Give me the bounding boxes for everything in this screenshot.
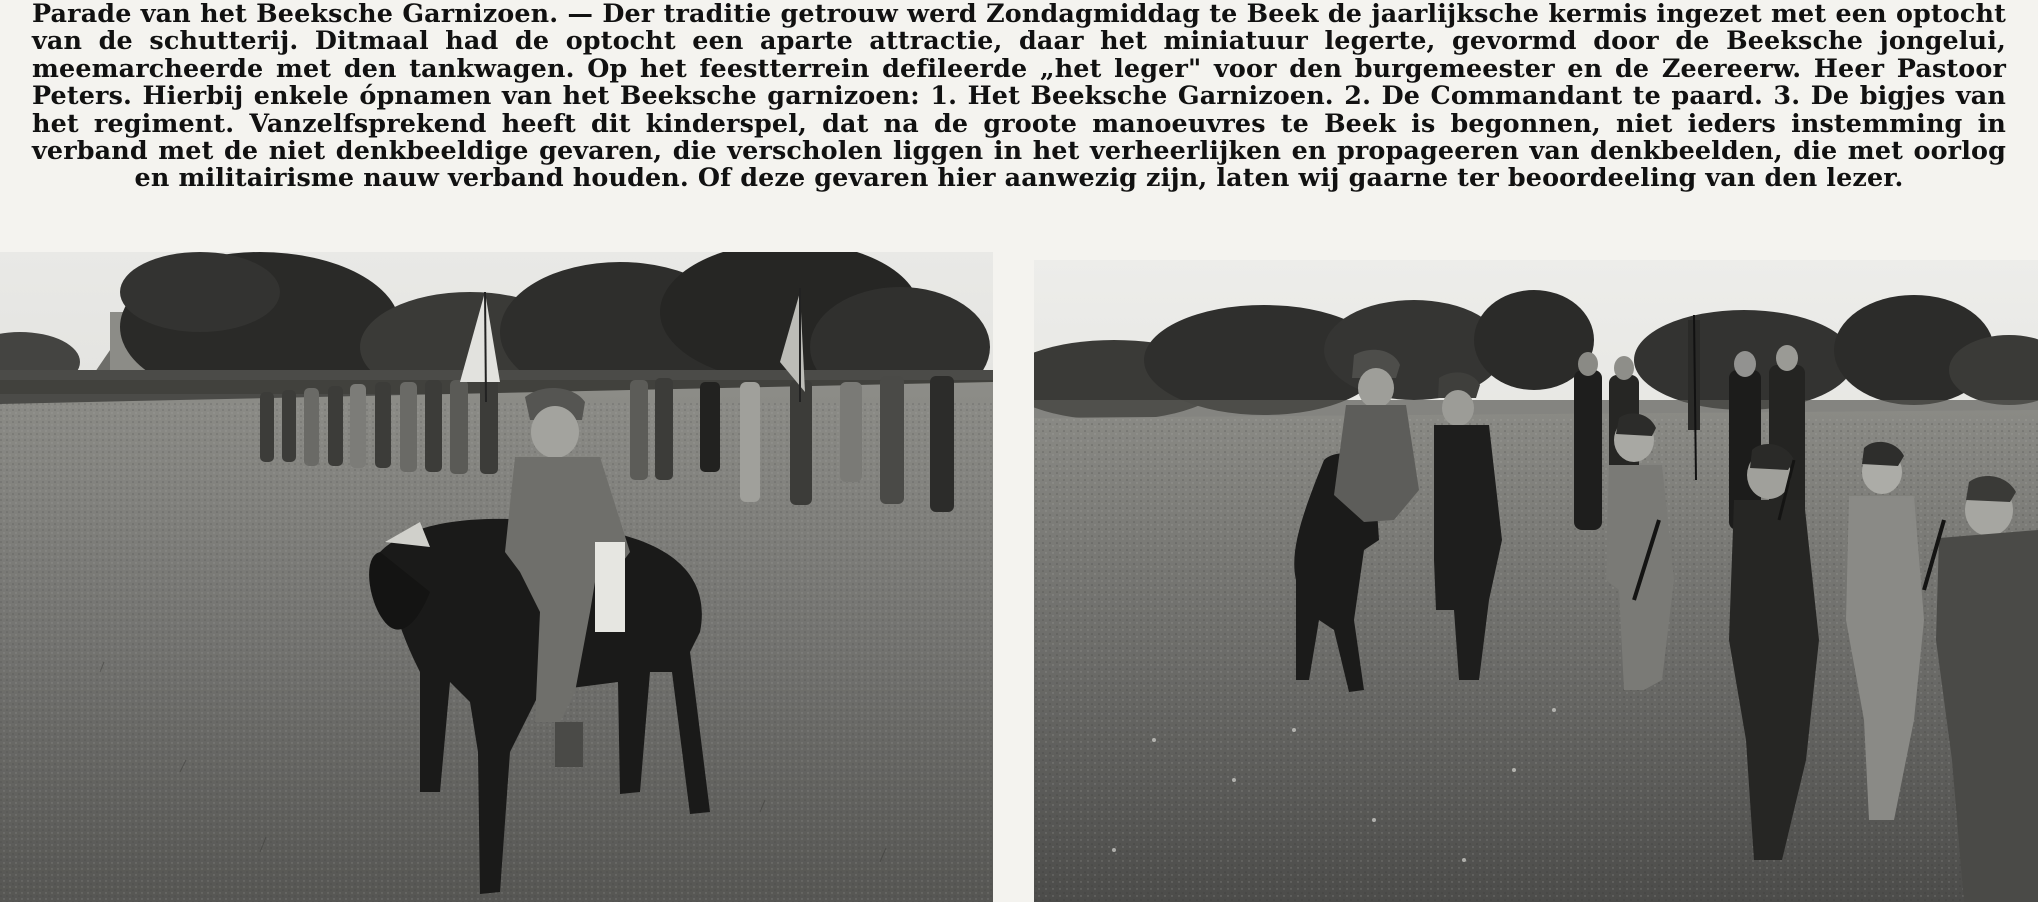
article-body: — Der traditie getrouw werd Zondagmiddag te Beek de jaarlijksche kermis ingezet met een optocht van de schutterij. Ditmaal had de optocht een aparte attractie, daar het miniatuur legerte, gevormd door de Beeksche jongelui, meemarcheerde met den tankwagen. Op het feestterrein defileerde „het leger" voor den burgemeester en de Zeereerw. Heer Pastoor Peters. Hierbij enkele ópnamen van het Beeksche garnizoen: 1. Het Beeksche Garnizoen. 2. De Commandant te paard. 3. De bigjes van het regiment. Vanzelfsprekend heeft dit kinderspel, dat na de groote manoeuvres te Beek is begonnen, niet ieders instemming in verband met de niet denkbeeldige gevaren, die verscholen liggen in het verheerlijken en propageeren van denkbeelden, die met oorlog en militairisme nauw verband houden. Of deze gevaren hier aanwezig zijn, laten wij gaarne ter beoordeeling van den lezer. (32, 0, 2006, 193)
photo-boys-in-uniform (1034, 260, 2038, 902)
photo-right-image (1034, 260, 2038, 902)
photo-gutter (993, 248, 1034, 902)
article-headline: Parade van het Beeksche Garnizoen. (32, 0, 559, 28)
article-text (32, 0, 2006, 248)
photo-left-image (0, 252, 993, 902)
photo-commander-on-pony (0, 252, 993, 902)
article-paragraph (32, 0, 2006, 192)
